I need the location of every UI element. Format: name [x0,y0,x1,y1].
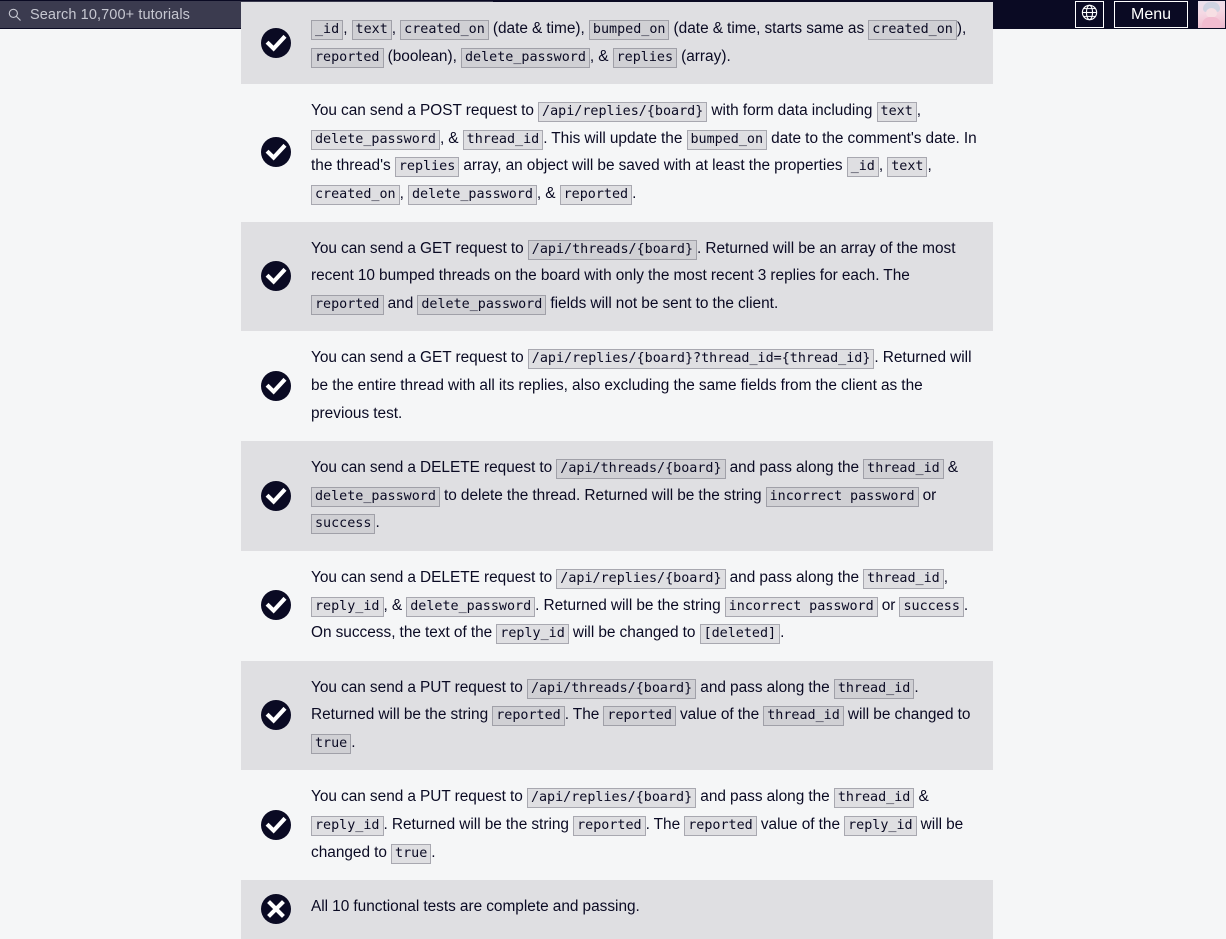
description-text: , [399,184,408,202]
description-text: You can send a POST request to [311,102,539,120]
description-text: , [391,20,401,37]
check-circle-icon [260,480,292,512]
description-text: or [918,486,937,504]
check-circle-icon [260,370,292,402]
code-chip: reply_id [496,624,569,644]
page-content [0,20,1226,916]
code-chip: created_on [400,20,489,40]
description-text: You can send a GET request to [311,239,528,257]
test-item [241,441,993,551]
code-chip: delete_password [461,48,590,68]
check-circle-icon [260,809,292,841]
description-text: to delete the thread. Returned will be the string [439,486,766,504]
description-text: value of the [756,816,845,834]
code-chip: true [311,734,351,754]
description-text: , & [439,129,463,147]
description-text: All 10 functional tests are complete and passing. [311,898,640,916]
description-text: (boolean), [383,47,461,65]
description-text: fields will not be sent to the client. [546,294,779,312]
menu-button-label: Menu [1130,5,1172,23]
code-chip: /api/threads/{board} [527,679,696,699]
description-text: . [351,733,356,751]
code-chip: thread_id [763,706,844,726]
code-chip: created_on [868,20,957,40]
code-chip: text [352,20,392,40]
code-chip: reported [492,706,565,726]
description-text: ), [956,20,967,37]
test-status-pass [241,699,311,731]
test-status-pass [241,480,311,512]
description-text: (date & time, starts same as [669,20,869,37]
code-chip: text [887,157,927,177]
description-text: and [383,294,418,312]
description-text: . [431,843,436,861]
code-chip: /api/threads/{board} [528,240,697,260]
code-chip: reply_id [311,816,384,836]
description-text: & [914,788,929,806]
description-text: (array). [677,47,731,65]
test-description [311,344,993,427]
description-text: . This will update the [543,129,687,147]
code-chip: _id [847,157,879,177]
description-text: You can send a PUT request to [311,788,527,806]
code-chip: thread_id [463,130,544,150]
search-placeholder-text: Search 10,700+ tutorials [30,6,190,23]
description-text: value of the [675,706,764,724]
description-text: will be changed to [311,816,964,861]
test-description [311,783,993,866]
code-chip: thread_id [834,788,915,808]
test-description [311,454,993,537]
code-chip: delete_password [417,295,546,315]
check-circle-icon [260,699,292,731]
check-circle-icon [260,136,292,168]
description-text: and pass along the [725,459,864,477]
test-item [241,880,993,939]
code-chip: reply_id [311,597,384,617]
code-chip: bumped_on [589,20,670,40]
language-button[interactable] [1075,1,1104,28]
code-chip: replies [613,48,677,68]
code-chip: created_on [311,185,400,205]
description-text: , [927,157,932,175]
code-chip: thread_id [834,679,915,699]
test-item [241,551,993,661]
description-text: . On success, the text of the [311,596,969,642]
test-description [311,15,993,70]
globe-icon [1081,4,1098,26]
code-chip: thread_id [863,459,944,479]
description-text: You can send a PUT request to [311,678,527,696]
description-text: . [375,514,380,532]
code-chip: _id [311,20,343,40]
check-circle-icon [260,260,292,292]
description-text: , [343,20,352,37]
code-chip: /api/replies/{board}?thread_id={thread_id} [528,349,875,369]
description-text: date to the comment's date. In the thread's [311,129,977,175]
test-description [311,674,993,757]
description-text: , & [589,47,613,65]
test-list [241,2,993,939]
search-icon [8,8,21,21]
code-chip: thread_id [863,569,944,589]
test-item [241,84,993,221]
code-chip: success [311,514,375,534]
test-description [311,564,993,647]
test-status-fail [241,893,311,925]
test-item [241,2,993,84]
description-text: will be changed to [568,624,700,642]
test-description [311,893,993,921]
code-chip: delete_password [408,185,537,205]
description-text: and pass along the [696,788,834,806]
code-chip: delete_password [311,130,440,150]
header-actions [1075,0,1226,29]
code-chip: /api/threads/{board} [556,459,725,479]
description-text: & [943,459,959,477]
description-text: , & [536,184,560,202]
code-chip: [deleted] [700,624,781,644]
test-description [311,97,993,207]
description-text: . The [645,816,685,834]
description-text: . Returned will be an array of the most recent 10 bumped threads on the board with only the most recent 3 replies for each. The [311,239,956,285]
description-text: , [878,157,888,175]
description-text: and pass along the [725,568,864,586]
code-chip: bumped_on [687,130,768,150]
test-item [241,331,993,441]
description-text: . The [564,706,604,724]
test-item [241,770,993,880]
code-chip: reply_id [844,816,917,836]
test-item [241,222,993,332]
test-status-pass [241,260,311,292]
avatar[interactable] [1198,1,1225,28]
code-chip: /api/replies/{board} [556,569,725,589]
menu-button[interactable] [1114,1,1188,28]
description-text: . Returned will be the entire thread with all its replies, also excluding the same fields from the client as the previous test. [311,349,972,422]
description-text: or [877,596,900,614]
code-chip: text [877,102,917,122]
description-text: You can send a GET request to [311,349,528,367]
test-status-pass [241,136,311,168]
code-chip: reported [573,816,646,836]
description-text: . Returned will be the string [311,678,919,724]
code-chip: replies [395,157,459,177]
code-chip: incorrect password [725,597,878,617]
description-text: , & [383,596,407,614]
code-chip: reported [603,706,676,726]
description-text: (date & time), [488,20,589,37]
code-chip: incorrect password [766,487,919,507]
description-text: , [943,568,949,586]
description-text: with form data including [707,102,877,120]
test-status-pass [241,589,311,621]
check-circle-icon [260,27,292,59]
x-circle-icon [260,893,292,925]
test-description [311,235,993,318]
code-chip: success [899,597,963,617]
description-text: array, an object will be saved with at least the properties [459,157,847,175]
code-chip: /api/replies/{board} [527,788,696,808]
code-chip: reported [560,185,633,205]
code-chip: reported [684,816,757,836]
description-text: . [632,184,637,202]
description-text: . [780,624,785,642]
code-chip: reported [311,295,384,315]
code-chip: reported [311,48,384,68]
code-chip: /api/replies/{board} [538,102,707,122]
description-text: will be changed to [843,706,971,724]
description-text: and pass along the [696,678,834,696]
description-text: You can send a DELETE request to [311,459,557,477]
code-chip: delete_password [406,597,535,617]
test-status-pass [241,370,311,402]
description-text: You can send a DELETE request to [311,568,557,586]
description-text: , [916,102,922,120]
description-text: . Returned will be the string [383,816,574,834]
avatar-body [1202,17,1221,28]
description-text: . Returned will be the string [535,596,725,614]
test-item [241,661,993,771]
test-status-pass [241,809,311,841]
check-circle-icon [260,589,292,621]
test-status-pass [241,27,311,59]
code-chip: true [391,844,431,864]
code-chip: delete_password [311,487,440,507]
